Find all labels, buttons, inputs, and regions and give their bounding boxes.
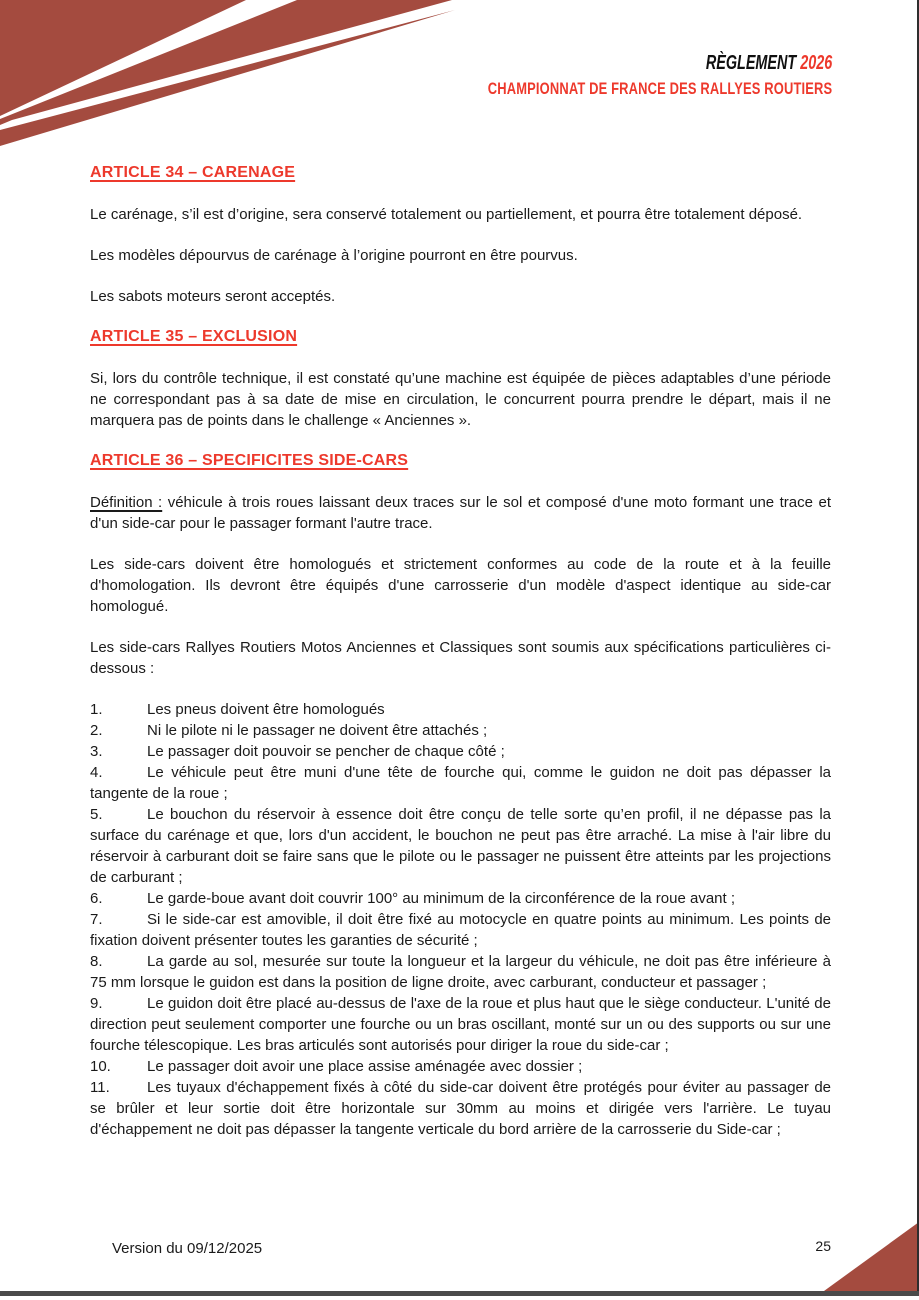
list-item-number: 6. xyxy=(90,890,103,907)
list-item-text: Ni le pilote ni le passager ne doivent être attachés ; xyxy=(147,722,488,739)
list-item-text: Le passager doit pouvoir se pencher de chaque côté ; xyxy=(147,743,505,760)
list-item xyxy=(90,909,831,951)
list-item-text: Les tuyaux d'échappement fixés à côté du side-car doivent être protégés pour éviter au passager de se brûler et leur sortie doit être horizontale sur 30mm au moins et dirigée vers l'arrière. Le tuyau d'échappement ne doit pas dépasser la tangente verticale du bord arrière de la carrosserie du Side-car ; xyxy=(90,1079,831,1138)
list-item-number: 11. xyxy=(90,1079,110,1096)
paragraph: Les side-cars Rallyes Routiers Motos Anciennes et Classiques sont soumis aux spécifications particulières ci-dessous : xyxy=(90,639,831,677)
definition-label: Définition : xyxy=(90,494,163,511)
list-item-number: 10. xyxy=(90,1058,111,1075)
list-item xyxy=(90,699,831,720)
list-item-number: 8. xyxy=(90,953,103,970)
paragraph: Les modèles dépourvus de carénage à l’origine pourront en être pourvus. xyxy=(90,247,578,264)
list-item-text: Si le side-car est amovible, il doit être fixé au motocycle en quatre points au minimum. Les points de fixation doivent présenter toutes les garanties de sécurité ; xyxy=(90,911,831,949)
list-item xyxy=(90,1056,831,1077)
list-item-text: Le passager doit avoir une place assise aménagée avec dossier ; xyxy=(147,1058,583,1075)
list-item xyxy=(90,762,831,804)
list-item xyxy=(90,804,831,888)
page-number: 25 xyxy=(815,1238,831,1254)
list-item-number: 3. xyxy=(90,743,103,760)
article-35-heading: ARTICLE 35 – EXCLUSION xyxy=(90,328,298,345)
bottom-right-corner-decoration xyxy=(824,1222,919,1291)
list-item-number: 4. xyxy=(90,764,103,781)
page-bottom-border xyxy=(0,1291,919,1296)
regulation-title xyxy=(506,52,832,75)
list-item-number: 2. xyxy=(90,722,103,739)
list-item-text: La garde au sol, mesurée sur toute la longueur et la largeur du véhicule, ne doit pas être inférieure à 75 mm lorsque le guidon est dans la position de ligne droite, avec carburant, conducteur et passager ; xyxy=(90,953,831,991)
list-item-text: Les pneus doivent être homologués xyxy=(147,701,385,718)
list-item-text: Le véhicule peut être muni d'une tête de fourche qui, comme le guidon ne doit pas dépasser la tangente de la roue ; xyxy=(90,764,831,802)
version-label: Version du 09/12/2025 xyxy=(112,1240,263,1257)
list-item xyxy=(90,720,831,741)
definition-text: véhicule à trois roues laissant deux traces sur le sol et composé d'une moto formant une trace et d'un side-car pour le passager formant l'autre trace. xyxy=(90,494,831,532)
definition-paragraph xyxy=(90,492,831,534)
list-item-number: 1. xyxy=(90,701,103,718)
list-item-text: Le garde-boue avant doit couvrir 100° au minimum de la circonférence de la roue avant ; xyxy=(147,890,736,907)
document-body xyxy=(90,161,831,1140)
regulation-title-word: RÈGLEMENT xyxy=(705,52,796,74)
list-item-text: Le bouchon du réservoir à essence doit être conçu de telle sorte qu’en profil, il ne dépasse pas la surface du carénage et que, lors d'un accident, le bouchon ne peut pas être arraché. La mise à l'air libre du réservoir à carburant doit se faire sans que le pilote ou le passager ne puissent être atteints par les projections de carburant ; xyxy=(90,806,831,886)
document-header xyxy=(379,52,832,99)
paragraph: Le carénage, s’il est d’origine, sera conservé totalement ou partiellement, et pourra être totalement déposé. xyxy=(90,206,803,223)
article-34-heading: ARTICLE 34 – CARENAGE xyxy=(90,164,296,181)
paragraph: Si, lors du contrôle technique, il est constaté qu’une machine est équipée de pièces adaptables d’une période ne correspondant pas à sa date de mise en circulation, le concurrent pourra prendre le départ, mais il ne marquera pas de points dans le challenge « Anciennes ». xyxy=(90,370,831,429)
list-item-text: Le guidon doit être placé au-dessus de l'axe de la roue et plus haut que le siège conducteur. L'unité de direction peut seulement comporter une fourche ou un bras oscillant, monté sur un ou des supports ou sur une fourche télescopique. Les bras articulés sont autorisés pour diriger la roue du side-car ; xyxy=(90,995,831,1054)
list-item xyxy=(90,741,831,762)
regulation-year: 2026 xyxy=(799,52,832,74)
list-item xyxy=(90,888,831,909)
list-item xyxy=(90,1077,831,1140)
list-item xyxy=(90,993,831,1056)
championship-title: CHAMPIONNAT DE FRANCE DES RALLYES ROUTIERS xyxy=(487,79,832,98)
paragraph: Les sabots moteurs seront acceptés. xyxy=(90,288,336,305)
list-item-number: 5. xyxy=(90,806,103,823)
list-item-number: 9. xyxy=(90,995,103,1012)
paragraph: Les side-cars doivent être homologués et strictement conformes au code de la route et à la feuille d'homologation. Ils devront être équipés d'une carrosserie d'un modèle d'aspect identique au side-car homologué. xyxy=(90,556,831,615)
list-item xyxy=(90,951,831,993)
article-36-heading: ARTICLE 36 – SPECIFICITES SIDE-CARS xyxy=(90,452,409,469)
list-item-number: 7. xyxy=(90,911,103,928)
